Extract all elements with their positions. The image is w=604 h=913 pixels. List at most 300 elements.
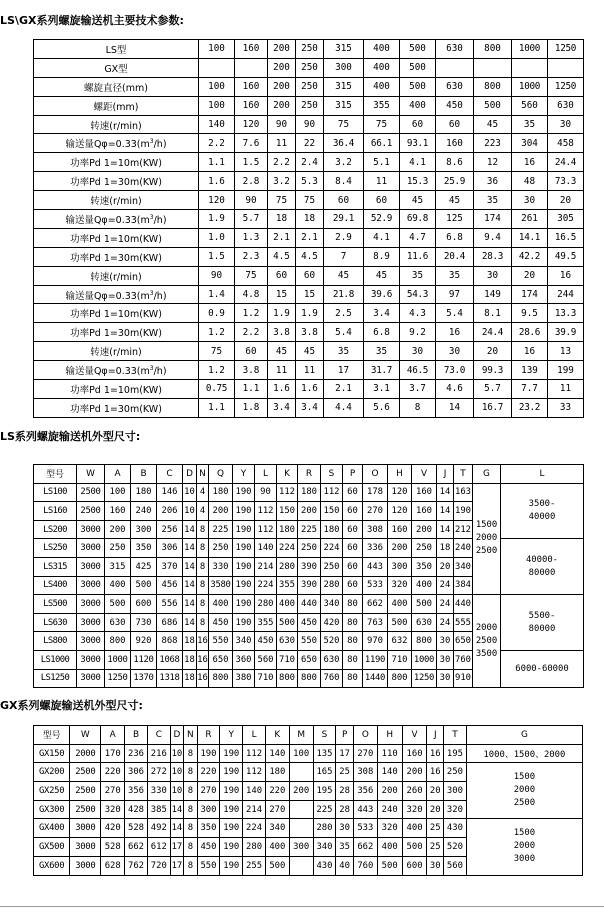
table-cell: 11: [268, 134, 296, 153]
table-cell: 8.9: [364, 247, 400, 266]
column-header: H: [377, 726, 402, 745]
table-row: [34, 228, 584, 247]
table-cell: 1318: [157, 669, 183, 688]
table-cell: 16: [197, 650, 209, 669]
table-cell: 305: [548, 210, 584, 229]
column-header: A: [105, 465, 131, 484]
table-cell: 400: [364, 77, 400, 96]
table-row: [34, 744, 583, 763]
table-cell: 500: [388, 613, 412, 632]
table-cell: 7: [324, 247, 364, 266]
model-cell: GX150: [34, 744, 70, 763]
gx-dimensions-table: [33, 725, 583, 876]
table-cell: 60: [343, 557, 363, 576]
table-cell: 190: [220, 744, 243, 763]
table-cell: 140: [199, 115, 235, 134]
table-cell: 355: [364, 96, 400, 115]
table-cell: 800: [298, 669, 321, 688]
table-cell: 400: [377, 838, 402, 857]
table-cell: 80: [343, 650, 363, 669]
table-cell: 560: [444, 856, 467, 875]
table-cell: 11: [548, 380, 584, 399]
tech-params-table: [33, 39, 584, 418]
table-cell: 28.6: [512, 323, 548, 342]
table-cell: 112: [243, 763, 266, 782]
table-cell: 2500: [70, 763, 101, 782]
table-cell: 140: [377, 763, 402, 782]
model-cell: GX250: [34, 782, 70, 801]
column-header: C: [147, 726, 170, 745]
table-row: [34, 210, 584, 229]
row-label: 功率Pd 1=10m(KW): [34, 228, 199, 247]
table-cell: 340: [321, 595, 343, 614]
table-cell: 400: [400, 96, 436, 115]
table-cell: 200: [402, 763, 427, 782]
table-row: [34, 380, 584, 399]
table-cell: 160: [388, 520, 412, 539]
table-cell: [289, 763, 313, 782]
model-cell: GX600: [34, 856, 70, 875]
table-cell: 45: [364, 266, 400, 285]
table-row: [34, 398, 584, 417]
table-cell: 45: [474, 115, 512, 134]
table-cell: 60: [343, 539, 363, 558]
table-cell: 450: [298, 613, 321, 632]
table-cell: 100: [199, 77, 235, 96]
table-cell: 200: [268, 40, 296, 59]
table-cell: 60: [324, 191, 364, 210]
table-cell: 800: [105, 632, 131, 651]
table-row: [34, 77, 584, 96]
table-cell: 100: [105, 483, 131, 502]
table-cell: 200: [268, 96, 296, 115]
table-cell: 8.4: [324, 172, 364, 191]
row-label: 输送量$Q\varphi=0.33(m^3/h)$: [34, 285, 199, 304]
table-cell: 6.8: [436, 228, 474, 247]
table-row: [34, 323, 584, 342]
table-cell: 20: [548, 191, 584, 210]
table-cell: 49.5: [548, 247, 584, 266]
table-cell: 3000: [77, 650, 105, 669]
table-cell: 428: [125, 800, 148, 819]
row-label: 功率Pd 1=30m(KW): [34, 323, 199, 342]
table-cell: 97: [436, 285, 474, 304]
column-header: P: [343, 465, 363, 484]
table-cell: 45: [268, 342, 296, 361]
table-cell: 450: [436, 96, 474, 115]
table-row: [34, 96, 584, 115]
table-cell: 30: [336, 819, 354, 838]
table-cell: 760: [353, 856, 377, 875]
table-cell: 20: [437, 557, 454, 576]
table-cell: 300: [131, 520, 157, 539]
table-cell: 3000: [70, 838, 101, 857]
table-cell: 35: [324, 342, 364, 361]
table-cell: 149: [474, 285, 512, 304]
table-cell: 1.6: [199, 172, 235, 191]
table-cell: 17: [170, 856, 183, 875]
table-cell: 2.4: [296, 153, 324, 172]
table-cell: 500: [400, 77, 436, 96]
table-cell: 425: [131, 557, 157, 576]
table-cell: 710: [255, 669, 277, 688]
column-header: S: [321, 465, 343, 484]
table-cell: 1.5: [235, 153, 268, 172]
table-cell: [512, 58, 548, 77]
table-cell: 10: [170, 744, 183, 763]
row-label: 转速(r/min): [34, 342, 199, 361]
table-cell: 15: [268, 285, 296, 304]
table-cell: 300: [388, 557, 412, 576]
table-cell: 350: [131, 539, 157, 558]
table-cell: 90: [199, 266, 235, 285]
table-cell: 21.8: [324, 285, 364, 304]
table-cell: 24: [437, 595, 454, 614]
bottom-divider: [0, 906, 604, 907]
table-cell: 250: [412, 539, 437, 558]
row-label: 螺距(mm): [34, 96, 199, 115]
table-cell: 336: [363, 539, 388, 558]
table-cell: 36.4: [324, 134, 364, 153]
table-cell: 340: [454, 557, 473, 576]
table-cell: 260: [402, 782, 427, 801]
table-cell: 236: [125, 744, 148, 763]
table-cell: 160: [436, 134, 474, 153]
table-cell: 45: [296, 342, 324, 361]
table-cell: 60: [343, 520, 363, 539]
table-cell: 500: [474, 96, 512, 115]
table-cell: 1.0: [199, 228, 235, 247]
table-cell: 3.8: [235, 361, 268, 380]
table-cell: 420: [321, 613, 343, 632]
g-group-cell: 1500 2000 2500: [466, 763, 582, 819]
table-cell: 18: [268, 210, 296, 229]
table-cell: 80: [343, 669, 363, 688]
g-group-cell: 2000 2500 3500: [473, 595, 501, 688]
table-cell: 7.6: [235, 134, 268, 153]
model-cell: GX400: [34, 819, 70, 838]
table-cell: 75: [268, 191, 296, 210]
row-label: 螺旋直径(mm): [34, 77, 199, 96]
model-cell: LS400: [34, 576, 77, 595]
table-cell: 3.2: [324, 153, 364, 172]
table-cell: 14: [436, 398, 474, 417]
table-cell: 69.8: [400, 210, 436, 229]
column-header: N: [197, 465, 209, 484]
table-cell: 5.4: [324, 323, 364, 342]
table-cell: 35: [436, 266, 474, 285]
table-cell: 250: [296, 77, 324, 96]
column-header: V: [412, 465, 437, 484]
table-cell: 120: [235, 115, 268, 134]
row-label: 功率Pd 1=30m(KW): [34, 398, 199, 417]
table-cell: 223: [474, 134, 512, 153]
column-header: B: [125, 726, 148, 745]
row-label: GX型: [34, 58, 199, 77]
table-cell: 22: [296, 134, 324, 153]
table-cell: 190: [233, 595, 255, 614]
table-cell: 15.3: [400, 172, 436, 191]
table-cell: 220: [101, 763, 125, 782]
table-cell: 710: [388, 650, 412, 669]
table-cell: 66.1: [364, 134, 400, 153]
table-cell: 7.7: [512, 380, 548, 399]
table-cell: 20: [427, 800, 444, 819]
table-cell: 315: [324, 96, 364, 115]
table-cell: 30: [437, 650, 454, 669]
column-header: T: [444, 726, 467, 745]
table-cell: 300: [197, 800, 220, 819]
table-cell: 46.5: [400, 361, 436, 380]
column-header: Y: [233, 465, 255, 484]
table-cell: 225: [298, 520, 321, 539]
table-row: [34, 361, 584, 380]
table-cell: 14: [183, 557, 197, 576]
column-header: Q: [209, 465, 233, 484]
table-cell: 180: [298, 483, 321, 502]
table-cell: 240: [454, 539, 473, 558]
table-cell: 80: [343, 613, 363, 632]
table-cell: 650: [454, 632, 473, 651]
table-cell: 24: [437, 613, 454, 632]
table-cell: 280: [277, 557, 298, 576]
table-cell: 29.1: [324, 210, 364, 229]
table-cell: 320: [388, 576, 412, 595]
table-cell: 720: [147, 856, 170, 875]
table-cell: 16: [436, 323, 474, 342]
column-header: C: [157, 465, 183, 484]
table-cell: 14: [183, 520, 197, 539]
table-cell: 3000: [77, 557, 105, 576]
table-cell: 370: [157, 557, 183, 576]
table-cell: 120: [388, 502, 412, 521]
table-cell: 80: [343, 632, 363, 651]
column-header: H: [388, 465, 412, 484]
table-cell: 270: [265, 800, 289, 819]
table-cell: 1.2: [235, 304, 268, 323]
table-row: [34, 819, 583, 838]
table-cell: 350: [412, 557, 437, 576]
table-row: [34, 304, 584, 323]
table-cell: 630: [412, 613, 437, 632]
table-cell: 45: [436, 191, 474, 210]
table-cell: [548, 58, 584, 77]
table-cell: 8: [197, 520, 209, 539]
table-cell: 4.8: [235, 285, 268, 304]
l-group-cell: 40000- 80000: [501, 539, 584, 595]
l-group-cell: 3500- 40000: [501, 483, 584, 539]
table-cell: 270: [197, 782, 220, 801]
table-cell: 180: [265, 763, 289, 782]
table-cell: 556: [157, 595, 183, 614]
table-cell: 100: [199, 96, 235, 115]
table-cell: 160: [235, 77, 268, 96]
table-cell: 430: [444, 819, 467, 838]
table-cell: 800: [388, 669, 412, 688]
table-cell: 630: [277, 632, 298, 651]
table-cell: 400: [277, 595, 298, 614]
table-cell: 1.9: [268, 304, 296, 323]
column-header: 型号: [34, 465, 77, 484]
table-cell: 4: [197, 483, 209, 502]
table-cell: 160: [402, 744, 427, 763]
table-cell: 190: [233, 557, 255, 576]
table-cell: 500: [105, 595, 131, 614]
table-cell: 8: [184, 800, 197, 819]
table-cell: 15: [296, 285, 324, 304]
table-cell: 200: [377, 782, 402, 801]
column-header: P: [336, 726, 354, 745]
row-label: 输送量$Q\varphi=0.33(m^3/h)$: [34, 361, 199, 380]
table-cell: 163: [454, 483, 473, 502]
table-cell: 3.4: [268, 398, 296, 417]
table-cell: 762: [125, 856, 148, 875]
table-cell: 1250: [548, 77, 584, 96]
table-cell: 160: [235, 96, 268, 115]
table-cell: 8: [184, 819, 197, 838]
table-cell: 28: [336, 782, 354, 801]
table-cell: 0.9: [199, 304, 235, 323]
row-label: 功率Pd 1=30m(KW): [34, 172, 199, 191]
table-cell: 240: [131, 502, 157, 521]
table-cell: 2.2: [268, 153, 296, 172]
table-cell: 35: [364, 342, 400, 361]
table-cell: 244: [548, 285, 584, 304]
table-cell: 31.7: [364, 361, 400, 380]
table-cell: 14: [183, 613, 197, 632]
table-cell: 73.0: [436, 361, 474, 380]
table-cell: 2.9: [324, 228, 364, 247]
table-cell: 355: [277, 576, 298, 595]
table-cell: 200: [298, 502, 321, 521]
table-cell: 440: [454, 595, 473, 614]
table-cell: 8: [197, 539, 209, 558]
table-row: [34, 247, 584, 266]
table-cell: 190: [233, 520, 255, 539]
table-cell: 4: [197, 502, 209, 521]
table-cell: [289, 819, 313, 838]
table-cell: 300: [289, 838, 313, 857]
table-cell: 146: [157, 483, 183, 502]
table-cell: 1000: [105, 650, 131, 669]
g-group-cell: 1500 2000 2500: [473, 483, 501, 595]
table-cell: 3000: [70, 819, 101, 838]
table-cell: 3.8: [268, 323, 296, 342]
table-cell: 20: [474, 342, 512, 361]
table-cell: 560: [512, 96, 548, 115]
table-cell: 1.5: [199, 247, 235, 266]
column-header: O: [353, 726, 377, 745]
table-cell: 250: [296, 40, 324, 59]
table-cell: 2.8: [235, 172, 268, 191]
table-cell: 8: [184, 782, 197, 801]
table-cell: 35: [336, 838, 354, 857]
table-cell: 11.6: [400, 247, 436, 266]
table-cell: 14: [170, 800, 183, 819]
column-header: L: [255, 465, 277, 484]
table-cell: 315: [324, 40, 364, 59]
table-cell: 24.4: [548, 153, 584, 172]
table-cell: 200: [268, 58, 296, 77]
table-cell: 662: [353, 838, 377, 857]
table-cell: 5.6: [364, 398, 400, 417]
table-cell: 3.7: [400, 380, 436, 399]
table-cell: 75: [199, 342, 235, 361]
table-cell: 17: [324, 361, 364, 380]
table-cell: 612: [147, 838, 170, 857]
table-cell: 190: [220, 856, 243, 875]
table-cell: 39.9: [548, 323, 584, 342]
column-header: G: [466, 726, 582, 745]
table-cell: 6.8: [364, 323, 400, 342]
model-cell: LS1250: [34, 669, 77, 688]
table-cell: 11: [364, 172, 400, 191]
table-cell: 555: [454, 613, 473, 632]
table-cell: 630: [321, 650, 343, 669]
table-cell: 135: [313, 744, 336, 763]
table-cell: [436, 58, 474, 77]
column-header: N: [184, 726, 197, 745]
table-cell: 800: [277, 669, 298, 688]
table-cell: 4.4: [324, 398, 364, 417]
table-cell: 2500: [77, 483, 105, 502]
table-cell: 630: [436, 40, 474, 59]
table-cell: 8: [197, 557, 209, 576]
table-cell: [474, 58, 512, 77]
table-cell: 17: [336, 744, 354, 763]
table-cell: 662: [125, 838, 148, 857]
table-cell: 2.3: [235, 247, 268, 266]
table-cell: 456: [157, 576, 183, 595]
table-cell: 5.7: [474, 380, 512, 399]
table-cell: 8: [184, 763, 197, 782]
model-cell: LS315: [34, 557, 77, 576]
table-cell: 630: [548, 96, 584, 115]
table-cell: 3.8: [296, 323, 324, 342]
table-cell: 240: [377, 800, 402, 819]
table-cell: 400: [412, 576, 437, 595]
table-cell: 1190: [363, 650, 388, 669]
column-header: K: [277, 465, 298, 484]
row-label: 转速(r/min): [34, 115, 199, 134]
table-cell: 450: [209, 613, 233, 632]
table-cell: 140: [265, 744, 289, 763]
table-row: [34, 539, 584, 558]
table-cell: 200: [209, 502, 233, 521]
table-cell: 1000: [412, 650, 437, 669]
table-cell: 160: [412, 502, 437, 521]
table-cell: 14: [183, 576, 197, 595]
table-cell: 272: [147, 763, 170, 782]
table-cell: 528: [101, 838, 125, 857]
table-cell: 3000: [77, 632, 105, 651]
table-cell: 16: [197, 632, 209, 651]
table-cell: 200: [412, 520, 437, 539]
row-label: 转速(r/min): [34, 191, 199, 210]
table-cell: 11: [296, 361, 324, 380]
table-cell: 1.6: [268, 380, 296, 399]
table-cell: 140: [243, 782, 266, 801]
table-cell: 214: [255, 557, 277, 576]
table-cell: 400: [209, 595, 233, 614]
table-cell: 200: [105, 520, 131, 539]
table-cell: 36: [474, 172, 512, 191]
l-group-cell: 5500- 80000: [501, 595, 584, 651]
table-cell: 170: [101, 744, 125, 763]
table-cell: 90: [296, 115, 324, 134]
table-cell: 10: [183, 483, 197, 502]
table-cell: 28: [336, 800, 354, 819]
